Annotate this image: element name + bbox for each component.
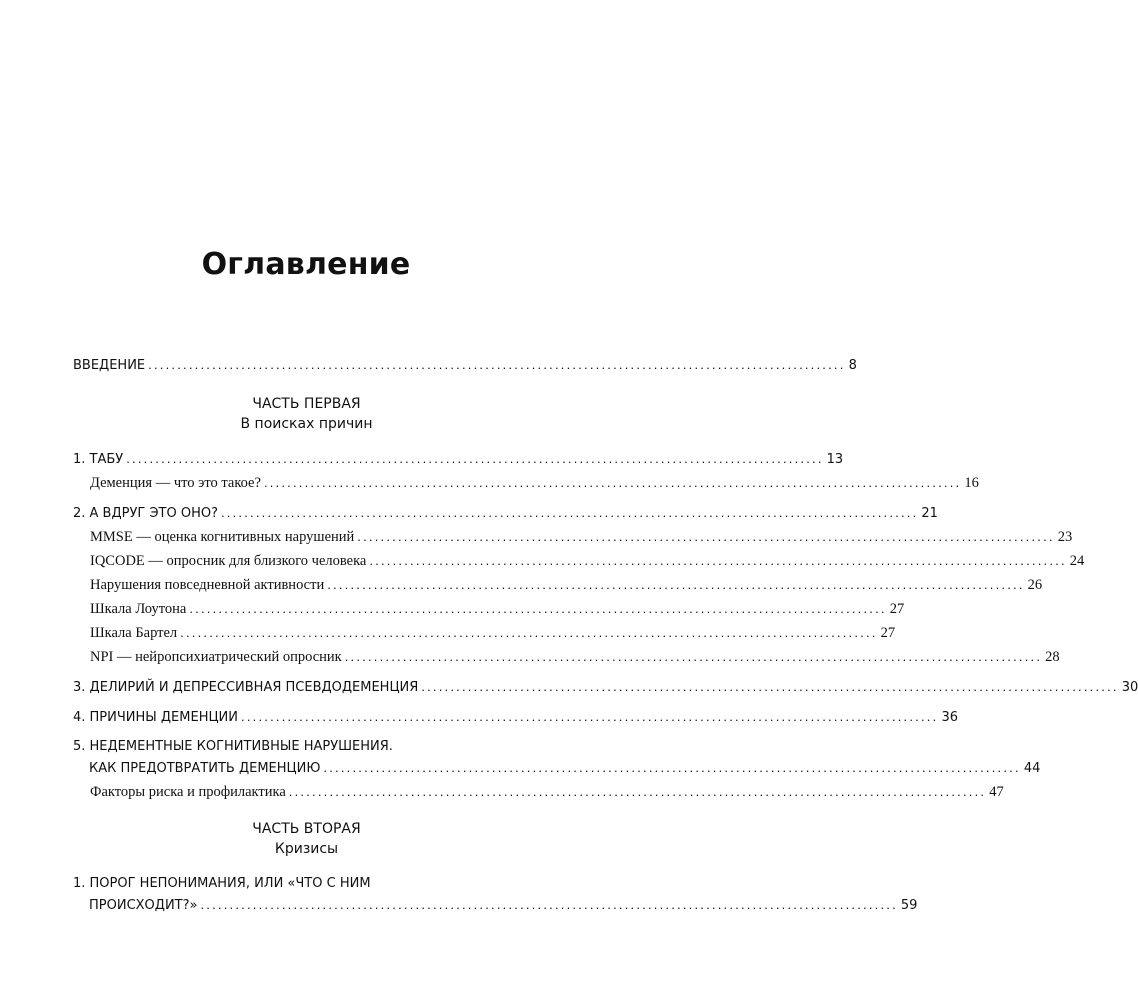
toc-chapter-5[interactable] bbox=[73, 736, 1041, 778]
part1-chapters bbox=[73, 448, 1138, 802]
toc-entry-page: 30 bbox=[1121, 680, 1138, 695]
toc-section[interactable] bbox=[73, 574, 1043, 595]
toc-entry-page: 28 bbox=[1045, 649, 1060, 665]
toc-entry-label: Шкала Бартел bbox=[90, 625, 178, 641]
toc-entry-page: 16 bbox=[964, 475, 979, 491]
toc-entry-page: 44 bbox=[1023, 761, 1041, 776]
toc-chapter-3[interactable] bbox=[73, 676, 1138, 697]
page-title: Оглавление bbox=[201, 247, 411, 282]
toc-entry-line2 bbox=[73, 757, 1041, 778]
toc-entry-label: 2. А ВДРУГ ЭТО ОНО? bbox=[73, 506, 218, 521]
part-subtitle: Кризисы bbox=[274, 841, 339, 857]
toc-entry-label: Шкала Лоутона bbox=[90, 601, 187, 617]
toc-entry-label: IQCODE — опросник для близкого человека bbox=[90, 553, 367, 569]
toc-entry-label: 3. ДЕЛИРИЙ И ДЕПРЕССИВНАЯ ПСЕВДОДЕМЕНЦИЯ bbox=[73, 680, 419, 695]
toc-entry-page: 23 bbox=[1057, 529, 1073, 545]
leader-dots: ........................................................................................................................ bbox=[241, 709, 939, 724]
toc-entry-page: 13 bbox=[826, 452, 844, 467]
leader-dots: ........................................................................................................................ bbox=[220, 505, 919, 520]
toc-entry-label: Факторы риска и профилактика bbox=[90, 784, 286, 800]
toc-section[interactable] bbox=[73, 781, 1004, 802]
toc-entry-page: 27 bbox=[889, 601, 905, 617]
toc-entry-label: 1. ТАБУ bbox=[73, 452, 124, 467]
toc-entry-label: КАК ПРЕДОТВРАТИТЬ ДЕМЕНЦИЮ bbox=[89, 761, 321, 776]
table-of-contents bbox=[73, 354, 1138, 915]
toc-section[interactable] bbox=[73, 526, 1073, 547]
toc-entry-label: Нарушения повседневной активности bbox=[90, 577, 325, 593]
toc-entry-label: Деменция — что это такое? bbox=[90, 475, 261, 491]
toc-entry-page: 24 bbox=[1069, 553, 1085, 569]
toc-entry-label-line1: 5. НЕДЕМЕНТНЫЕ КОГНИТИВНЫЕ НАРУШЕНИЯ. bbox=[73, 739, 393, 754]
toc-section[interactable] bbox=[73, 598, 905, 619]
leader-dots: ........................................................................................................................ bbox=[180, 625, 878, 640]
toc-entry-label: MMSE — оценка когнитивных нарушений bbox=[90, 529, 355, 545]
part-heading-1 bbox=[73, 394, 540, 434]
toc-chapter-2[interactable] bbox=[73, 502, 938, 523]
leader-dots: ........................................................................................................................ bbox=[288, 784, 987, 799]
toc-section[interactable] bbox=[73, 550, 1085, 571]
leader-dots: ........................................................................................................................ bbox=[344, 649, 1043, 664]
toc-chapter-1[interactable] bbox=[73, 448, 844, 469]
toc-entry-page: 21 bbox=[921, 506, 938, 521]
toc-section[interactable] bbox=[73, 622, 896, 643]
toc-entry-page: 47 bbox=[989, 784, 1004, 800]
toc-entry-label: 4. ПРИЧИНЫ ДЕМЕНЦИИ bbox=[73, 710, 239, 725]
part-subtitle: В поисках причин bbox=[240, 416, 373, 432]
toc-entry-page: 27 bbox=[880, 625, 896, 641]
leader-dots: ........................................................................................................................ bbox=[421, 679, 1119, 694]
toc-entry-page: 59 bbox=[900, 898, 918, 913]
toc-entry-page: 26 bbox=[1027, 577, 1043, 593]
toc-section[interactable] bbox=[73, 646, 1060, 667]
toc-entry-page: 8 bbox=[848, 358, 857, 373]
leader-dots: ........................................................................................................................ bbox=[148, 357, 846, 372]
toc-entry-label: ПРОИСХОДИТ?» bbox=[89, 898, 198, 913]
toc-entry-line2 bbox=[73, 894, 918, 915]
part-title: ЧАСТЬ ВТОРАЯ bbox=[252, 821, 361, 837]
toc-section[interactable] bbox=[73, 472, 979, 493]
toc-entry-intro[interactable] bbox=[73, 354, 857, 375]
toc-entry-label-line1: 1. ПОРОГ НЕПОНИМАНИЯ, ИЛИ «ЧТО С НИМ bbox=[73, 876, 371, 891]
toc-entry-label: NPI — нейропсихиатрический опросник bbox=[90, 649, 342, 665]
part-heading-2 bbox=[73, 819, 540, 859]
leader-dots: ........................................................................................................................ bbox=[327, 577, 1025, 592]
toc-chapter-4[interactable] bbox=[73, 706, 958, 727]
toc-part2-chapter-1[interactable] bbox=[73, 873, 918, 915]
part-title: ЧАСТЬ ПЕРВАЯ bbox=[252, 396, 361, 412]
leader-dots: ........................................................................................................................ bbox=[369, 553, 1067, 568]
leader-dots: ........................................................................................................................ bbox=[263, 475, 962, 490]
leader-dots: ........................................................................................................................ bbox=[200, 897, 898, 912]
leader-dots: ........................................................................................................................ bbox=[126, 451, 824, 466]
leader-dots: ........................................................................................................................ bbox=[189, 601, 887, 616]
leader-dots: ........................................................................................................................ bbox=[357, 529, 1055, 544]
toc-entry-label: ВВЕДЕНИЕ bbox=[73, 358, 146, 373]
toc-entry-page: 36 bbox=[941, 710, 958, 725]
leader-dots: ........................................................................................................................ bbox=[323, 760, 1021, 775]
